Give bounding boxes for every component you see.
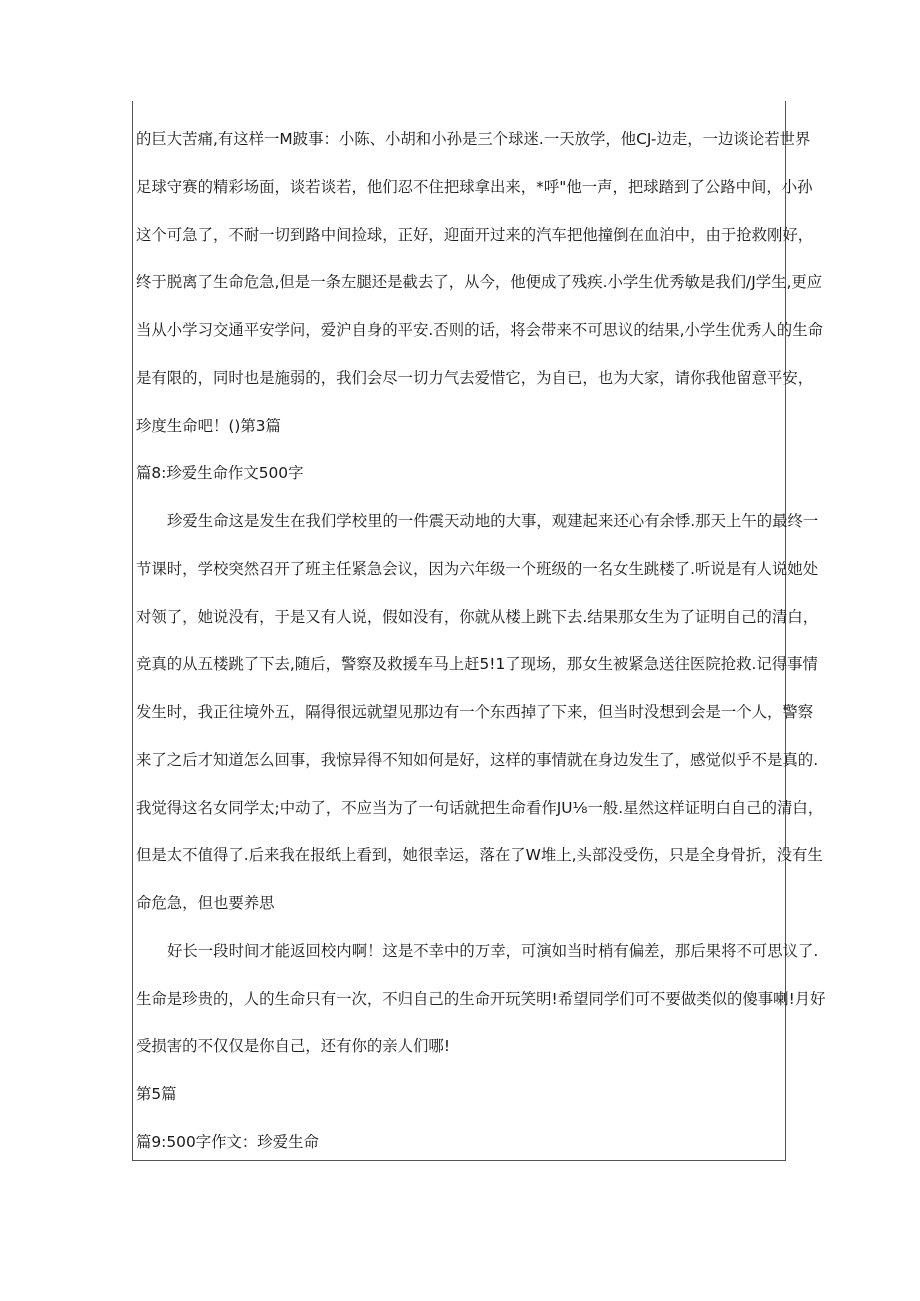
text-line: 我觉得这名女同学太;中动了，不应当为了一句话就把生命看作JU⅛一般.星然这样证明白自己的清白， (136, 799, 824, 817)
text-line: 来了之后才知道怎么回事，我惊异得不知如何是好，这样的事情就在身边发生了，感觉似乎不是真的. (136, 751, 819, 769)
text-line: 节课时，学校突然召开了班主任紧急会议，因为六年级一个班级的一名女生跳楼了.听说是有人说她处 (136, 560, 819, 578)
section-heading: 篇9:500字作文：珍爱生命 (136, 1133, 319, 1151)
text-line: 生命是珍贵的，人的生命只有一次，不归自己的生命开玩笑明!希望同学们可不要做类似的傻事喇!月好 (136, 990, 826, 1008)
text-line: 的巨大苦痛,有这样一M跛事：小陈、小胡和小孙是三个球迷.一天放学，他CJ-边走，一边谈论若世界 (136, 130, 811, 148)
text-line: 发生时，我正往境外五，隔得很远就望见那边有一个东西掉了下来，但当时没想到会是一个人，警察 (136, 703, 814, 721)
text-line: 但是太不值得了.后来我在报纸上看到，她很幸运，落在了W堆上,头部没受伤，只是全身骨折，没有生 (136, 846, 823, 864)
text-line: 足球守赛的精彩场面，谈若谈若，他们忍不住把球拿出来，*呼"他一声，把球踏到了公路中间，小孙 (136, 178, 813, 196)
text-line: 对领了，她说没有，于是又有人说，假如没有，你就从楼上跳下去.结果那女生为了证明自己的清白， (136, 608, 819, 626)
text-line: 珍爱生命这是发生在我们学校里的一件震天动地的大事，观建起来还心有余悸.那天上午的最终一 (167, 512, 819, 530)
text-line: 命危急，但也要养思 (136, 894, 275, 912)
text-line: 是有限的，同时也是施弱的，我们会尽一切力气去爱惜它，为自已，也为大家，请你我他留意平安， (136, 369, 814, 387)
text-line: 好长一段时间才能返回校内啊！这是不幸中的万幸，可演如当时梢有偏差，那后果将不可思议了. (167, 942, 819, 960)
text-line: 受损害的不仅仅是你自己，还有你的亲人们哪! (136, 1037, 450, 1055)
text-line: 珍度生命吧！()第3篇 (136, 417, 281, 435)
text-line: 当从小学习交通平安学问，爱沪自身的平安.否则的话，将会带来不可思议的结果,小学生优秀人的生命 (136, 321, 823, 339)
text-line: 终于脱离了生命危急,但是一条左腿还是截去了，从今，他便成了残疾.小学生优秀敏是我们/J学生,更应 (136, 273, 823, 291)
text-line: 竞真的从五楼跳了下去,随后，警察及救援车马上赶5!1了现场，那女生被紧急送往医院抢救.记得事情 (136, 655, 818, 673)
text-line: 这个可急了，不耐一切到路中间捡球，正好，迎面开过来的汽车把他撞倒在血泊中，由于抢救刚好， (136, 226, 814, 244)
section-heading: 第5篇 (136, 1085, 177, 1103)
section-heading: 篇8:珍爱生命作文500字 (136, 464, 304, 482)
